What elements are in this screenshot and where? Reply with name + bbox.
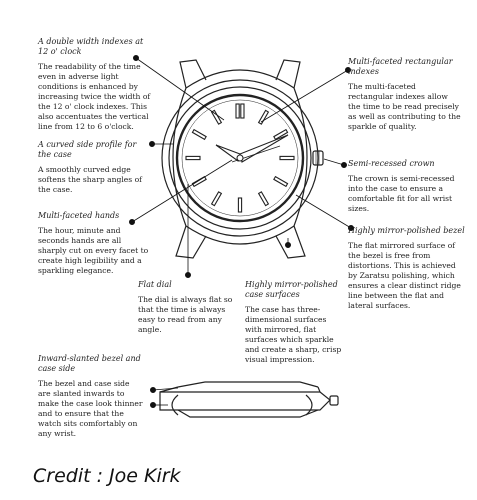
hand-pinion [237, 155, 243, 161]
image-credit: Credit : Joe Kirk [33, 465, 181, 487]
annotation-description: The readability of the time even in adverse light conditions is enhanced by increasing twice the width of the 12 o' clock indexes. This also accentuates the vertical line from 12 to 6 o'clock. [38, 62, 151, 131]
minute-hand [240, 135, 288, 162]
watch-side-view [160, 382, 338, 417]
annotation-title: A curved side profile for the case [38, 140, 137, 159]
annotation-description: The bezel and case side are slanted inwards to make the case look thinner and to ensure that the watch sits comfortably on any wrist. [38, 379, 143, 438]
hour-index [259, 192, 269, 206]
hour-index [192, 130, 206, 140]
annotation-title: Multi-faceted rectangular indexes [348, 57, 453, 76]
annotation-flat-dial [138, 280, 233, 335]
annotation-title: Highly mirror-polished case surfaces [245, 280, 338, 299]
hour-index-12-right [241, 104, 244, 118]
annotation-description: The multi-faceted rectangular indexes allow the time to be read precisely as well as contributing to the sparkle of quality. [348, 82, 461, 131]
side-case [160, 392, 330, 410]
annotation-inward-bezel [38, 354, 143, 439]
annotation-bezel [348, 226, 466, 311]
annotation-description: The flat mirrored surface of the bezel is free from distortions. This is achieved by Zaratsu polishing, which ensures a clear distinct ridge line between the flat and lateral surfaces. [348, 241, 461, 310]
annotation-title: Flat dial [138, 280, 172, 289]
annotation-title: Highly mirror-polished bezel [348, 226, 465, 235]
side-lug-left [172, 395, 178, 415]
annotation-crown [348, 159, 463, 214]
annotation-description: The dial is always flat so that the time is always easy to read from any angle. [138, 295, 233, 334]
hour-index [186, 156, 200, 159]
hour-index [192, 177, 206, 187]
side-caseback [178, 410, 318, 417]
annotation-description: The case has three-dimensional surfaces with mirrored, flat surfaces which sparkle and create a sharp, crisp visual impression. [245, 305, 342, 364]
annotation-description: The hour, minute and seconds hands are all sharply cut on every facet to create high legibility and a sparkling elegance. [38, 226, 149, 275]
annotation-rect-indexes [348, 57, 461, 132]
annotation-description: A smoothly curved edge softens the sharp angles of the case. [38, 165, 142, 194]
hour-index [238, 198, 241, 212]
hour-index [274, 177, 288, 187]
side-bezel-top [178, 382, 318, 387]
annotation-hands [38, 211, 150, 276]
annotation-title: Semi-recessed crown [348, 159, 435, 168]
hour-index [212, 192, 222, 206]
annotation-title: Multi-faceted hands [38, 211, 120, 220]
hour-index [259, 110, 269, 124]
annotation-double-indexes [38, 37, 151, 132]
hour-index [280, 156, 294, 159]
lug-bottom-left [176, 226, 206, 258]
lug-bottom-right [276, 226, 305, 258]
annotation-case-surfaces [245, 280, 345, 365]
side-lug-right [306, 395, 312, 415]
annotation-curved-side [38, 140, 146, 195]
annotation-title: Inward-slanted bezel and case side [38, 354, 141, 373]
hour-index-12-left [236, 104, 239, 118]
annotation-description: The crown is semi-recessed into the case to ensure a comfortable fit for all wrist sizes. [348, 174, 455, 213]
hour-hand [216, 145, 240, 161]
annotation-title: A double width indexes at 12 o' clock [38, 37, 144, 56]
side-crown [330, 396, 338, 405]
watch-hands [216, 135, 288, 162]
